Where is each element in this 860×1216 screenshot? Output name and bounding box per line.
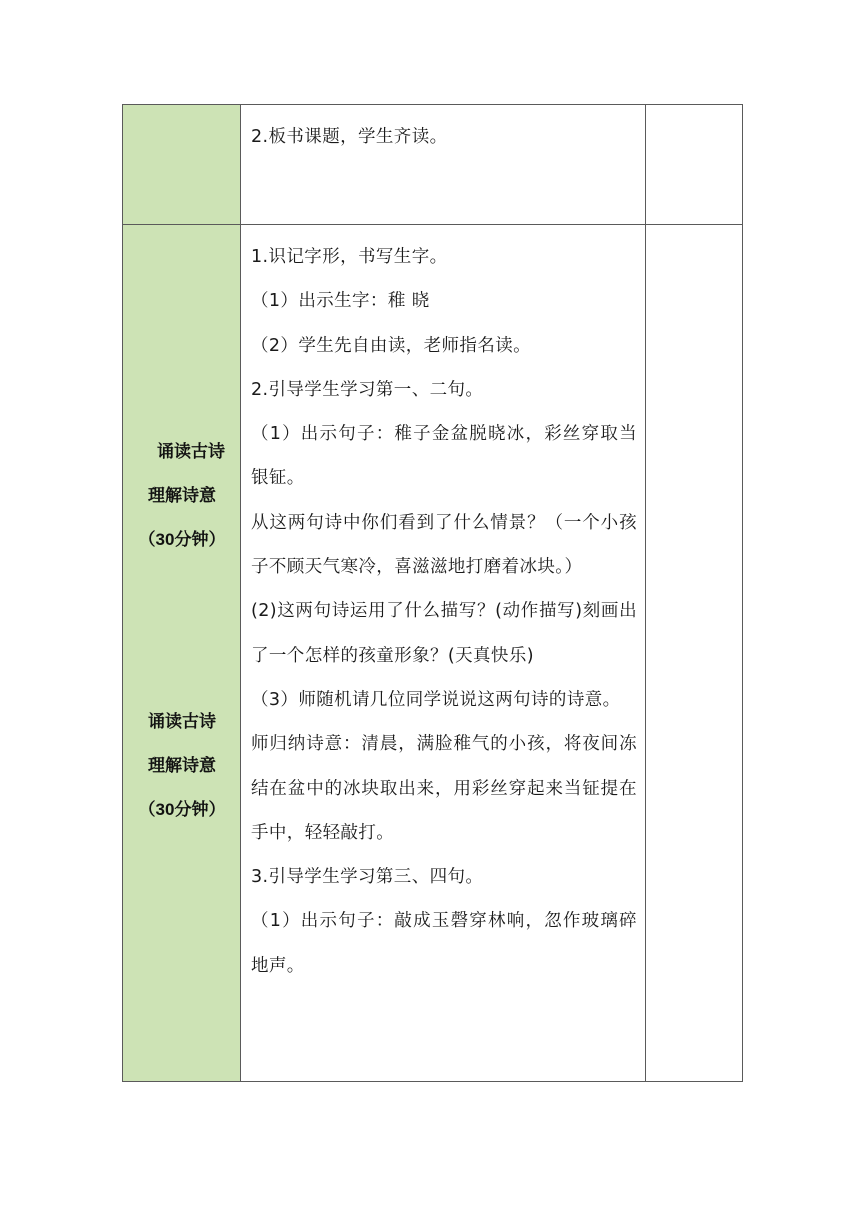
stage-label-duration: （30分钟） <box>138 530 226 549</box>
content-paragraph: （2）学生先自由读，老师指名读。 <box>251 335 532 356</box>
stage-label-duration: （30分钟） <box>138 800 226 819</box>
content-paragraph: 3.引导学生学习第三、四句。 <box>251 867 484 888</box>
lesson-plan-table <box>122 104 743 1082</box>
stage-label <box>123 700 241 832</box>
content-paragraph: 2.板书课题，学生齐读。 <box>251 127 448 147</box>
content-paragraph: （1）出示句子：稚子金盆脱晓冰，彩丝穿取当银钲。 <box>251 424 637 489</box>
content-paragraph: 从这两句诗中你们看到了什么情景？（一个小孩子不顾天气寒冷，喜滋滋地打磨着冰块。） <box>251 512 637 578</box>
stage-label-line: 理解诗意 <box>148 486 216 505</box>
stage-label-line: 理解诗意 <box>148 756 216 775</box>
content-paragraph: （1）出示生字：稚 晓 <box>251 291 430 312</box>
stage-label-line: 诵读古诗 <box>148 712 216 731</box>
content-paragraph: （1）出示句子：敲成玉磬穿林响，忽作玻璃碎地声。 <box>251 911 637 976</box>
content-paragraph: 2.引导学生学习第一、二句。 <box>251 379 484 400</box>
notes-cell <box>646 225 743 1082</box>
content-cell <box>241 105 646 225</box>
content-paragraph: (2)这两句诗运用了什么描写？(动作描写)刻画出了一个怎样的孩童形象？(天真快乐) <box>251 601 637 666</box>
stage-label-cell <box>123 105 241 225</box>
table-row <box>123 225 743 1082</box>
stage-label-cell <box>123 225 241 1082</box>
content-cell <box>241 225 646 1082</box>
stage-label-line: 诵读古诗 <box>157 442 225 461</box>
table-row <box>123 105 743 225</box>
content-paragraph: 1.识记字形，书写生字。 <box>251 247 448 267</box>
content-paragraph: 师归纳诗意：清晨，满脸稚气的小孩，将夜间冻结在盆中的冰块取出来，用彩丝穿起来当钲提在手中，轻轻敲打。 <box>251 734 637 843</box>
notes-cell <box>646 105 743 225</box>
content-paragraph: （3）师随机请几位同学说说这两句诗的诗意。 <box>251 689 621 710</box>
stage-label <box>123 430 241 562</box>
